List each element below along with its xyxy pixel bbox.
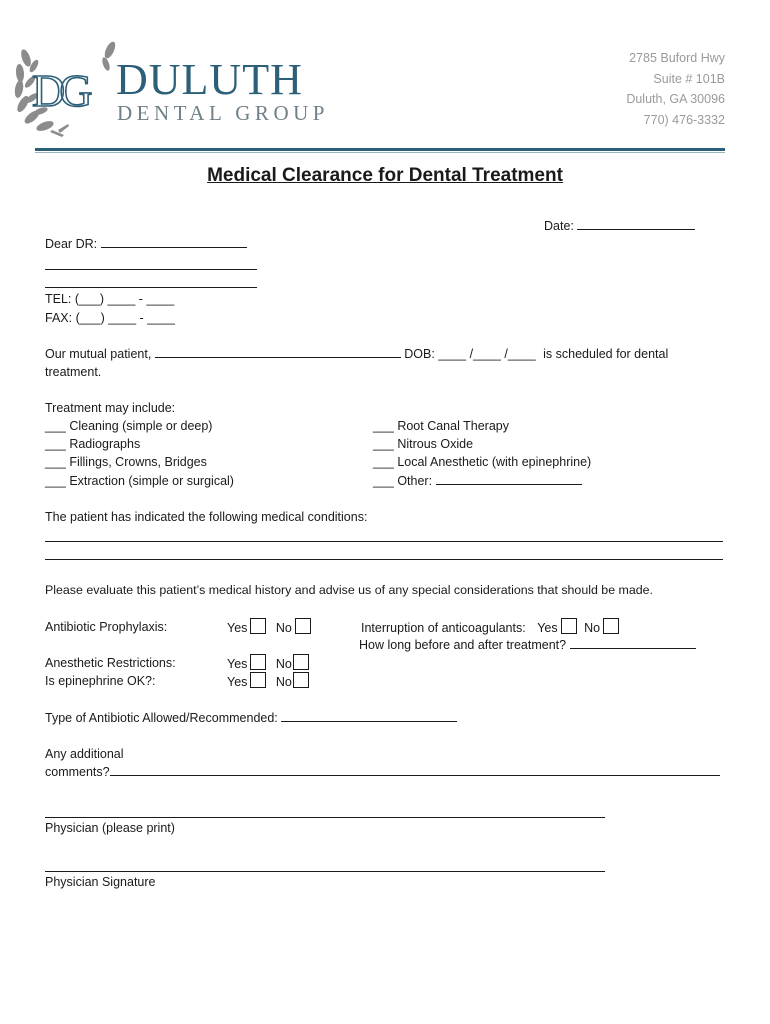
treatment-fillings[interactable]: ___ Fillings, Crowns, Bridges xyxy=(45,455,207,469)
treatment-radiographs[interactable]: ___ Radiographs xyxy=(45,437,141,451)
how-long-field[interactable] xyxy=(570,636,696,649)
patient-prefix: Our mutual patient, xyxy=(45,347,152,361)
anesthetic-yes-checkbox[interactable] xyxy=(250,654,266,670)
address-block xyxy=(626,48,725,130)
how-long-row xyxy=(359,636,696,654)
antibiotic-yes-checkbox[interactable] xyxy=(250,618,266,634)
conditions-label: The patient has indicated the following medical conditions: xyxy=(45,510,368,524)
fax-field[interactable]: FAX: (___) ____ - ____ xyxy=(45,311,175,325)
patient-suffix: is scheduled for dental xyxy=(543,347,669,361)
antibiotic-type-field[interactable] xyxy=(281,709,457,722)
comments-row xyxy=(45,763,720,781)
physician-print-label: Physician (please print) xyxy=(45,821,175,835)
treatment-heading: Treatment may include: xyxy=(45,401,176,415)
date-field[interactable] xyxy=(577,217,695,230)
antibiotic-type-row xyxy=(45,709,457,727)
epinephrine-label: Is epinephrine OK?: xyxy=(45,674,156,688)
treatment-extraction[interactable]: ___ Extraction (simple or surgical) xyxy=(45,474,234,488)
header-divider-thin xyxy=(35,152,725,153)
antibiotic-prophylaxis-options xyxy=(227,618,311,637)
anesthetic-options xyxy=(227,654,309,673)
epinephrine-no-checkbox[interactable] xyxy=(293,672,309,688)
comments-label-line-2: comments? xyxy=(45,765,110,779)
logo xyxy=(12,38,342,138)
anticoagulants-row xyxy=(361,618,619,637)
comments-label-line-1: Any additional xyxy=(45,747,124,761)
dob-label: DOB: xyxy=(404,347,435,361)
doctor-address-line-1[interactable] xyxy=(45,269,257,270)
address-line-street: 2785 Buford Hwy xyxy=(629,51,725,65)
epinephrine-yes-checkbox[interactable] xyxy=(250,672,266,688)
treatment-local-anesthetic[interactable]: ___ Local Anesthetic (with epinephrine) xyxy=(373,455,592,469)
anticoagulants-yes-checkbox[interactable] xyxy=(561,618,577,634)
patient-row xyxy=(45,345,668,363)
antibiotic-no-checkbox[interactable] xyxy=(295,618,311,634)
conditions-line-1[interactable] xyxy=(45,541,723,542)
treatment-cleaning[interactable]: ___ Cleaning (simple or deep) xyxy=(45,419,213,433)
antibiotic-prophylaxis-label: Antibiotic Prophylaxis: xyxy=(45,620,168,634)
date-label: Date: xyxy=(544,219,574,233)
page-title: Medical Clearance for Dental Treatment xyxy=(207,165,563,186)
yes-label: Yes xyxy=(227,621,248,635)
treatment-other-label[interactable]: ___ Other: xyxy=(373,474,433,488)
dear-dr-row xyxy=(45,235,247,253)
logo-monogram: DG xyxy=(32,65,87,116)
no-label: No xyxy=(584,621,601,635)
doctor-address-line-2[interactable] xyxy=(45,287,257,288)
date-row xyxy=(544,217,695,235)
dear-dr-field[interactable] xyxy=(101,235,247,248)
no-label: No xyxy=(275,675,292,689)
tel-field[interactable]: TEL: (___) ____ - ____ xyxy=(45,292,175,306)
patient-line-2: treatment. xyxy=(45,365,102,379)
treatment-other-field[interactable] xyxy=(436,472,582,485)
anesthetic-no-checkbox[interactable] xyxy=(293,654,309,670)
yes-label: Yes xyxy=(227,657,248,671)
dear-dr-label: Dear DR: xyxy=(45,237,98,251)
address-line-phone: 770) 476-3332 xyxy=(643,112,725,127)
physician-signature-line[interactable] xyxy=(45,871,605,872)
anticoagulants-no-checkbox[interactable] xyxy=(603,618,619,634)
epinephrine-options xyxy=(227,672,309,691)
logo-subtitle: DENTAL GROUP xyxy=(117,101,329,125)
treatment-root-canal[interactable]: ___ Root Canal Therapy xyxy=(373,419,509,433)
conditions-line-2[interactable] xyxy=(45,559,723,560)
physician-signature-label: Physician Signature xyxy=(45,875,156,889)
how-long-label: How long before and after treatment? xyxy=(359,638,567,652)
no-label: No xyxy=(275,621,292,635)
no-label: No xyxy=(275,657,292,671)
address-line-suite: Suite # 101B xyxy=(653,71,725,86)
header-divider xyxy=(35,148,725,151)
address-line-city: Duluth, GA 30096 xyxy=(626,92,725,106)
evaluate-instructions: Please evaluate this patient’s medical history and advise us of any special considerations that should be made. xyxy=(45,583,653,597)
dob-field[interactable]: ____ /____ /____ xyxy=(438,347,536,361)
antibiotic-type-label: Type of Antibiotic Allowed/Recommended: xyxy=(45,711,278,725)
treatment-nitrous-oxide[interactable]: ___ Nitrous Oxide xyxy=(373,437,474,451)
comments-field[interactable] xyxy=(110,763,720,776)
logo-name: DULUTH xyxy=(116,55,303,104)
yes-label: Yes xyxy=(537,621,558,635)
anesthetic-label: Anesthetic Restrictions: xyxy=(45,656,176,670)
anticoagulants-label: Interruption of anticoagulants: xyxy=(361,621,526,635)
physician-print-line[interactable] xyxy=(45,817,605,818)
yes-label: Yes xyxy=(227,675,248,689)
patient-name-field[interactable] xyxy=(155,345,401,358)
treatment-other-row xyxy=(373,472,582,490)
